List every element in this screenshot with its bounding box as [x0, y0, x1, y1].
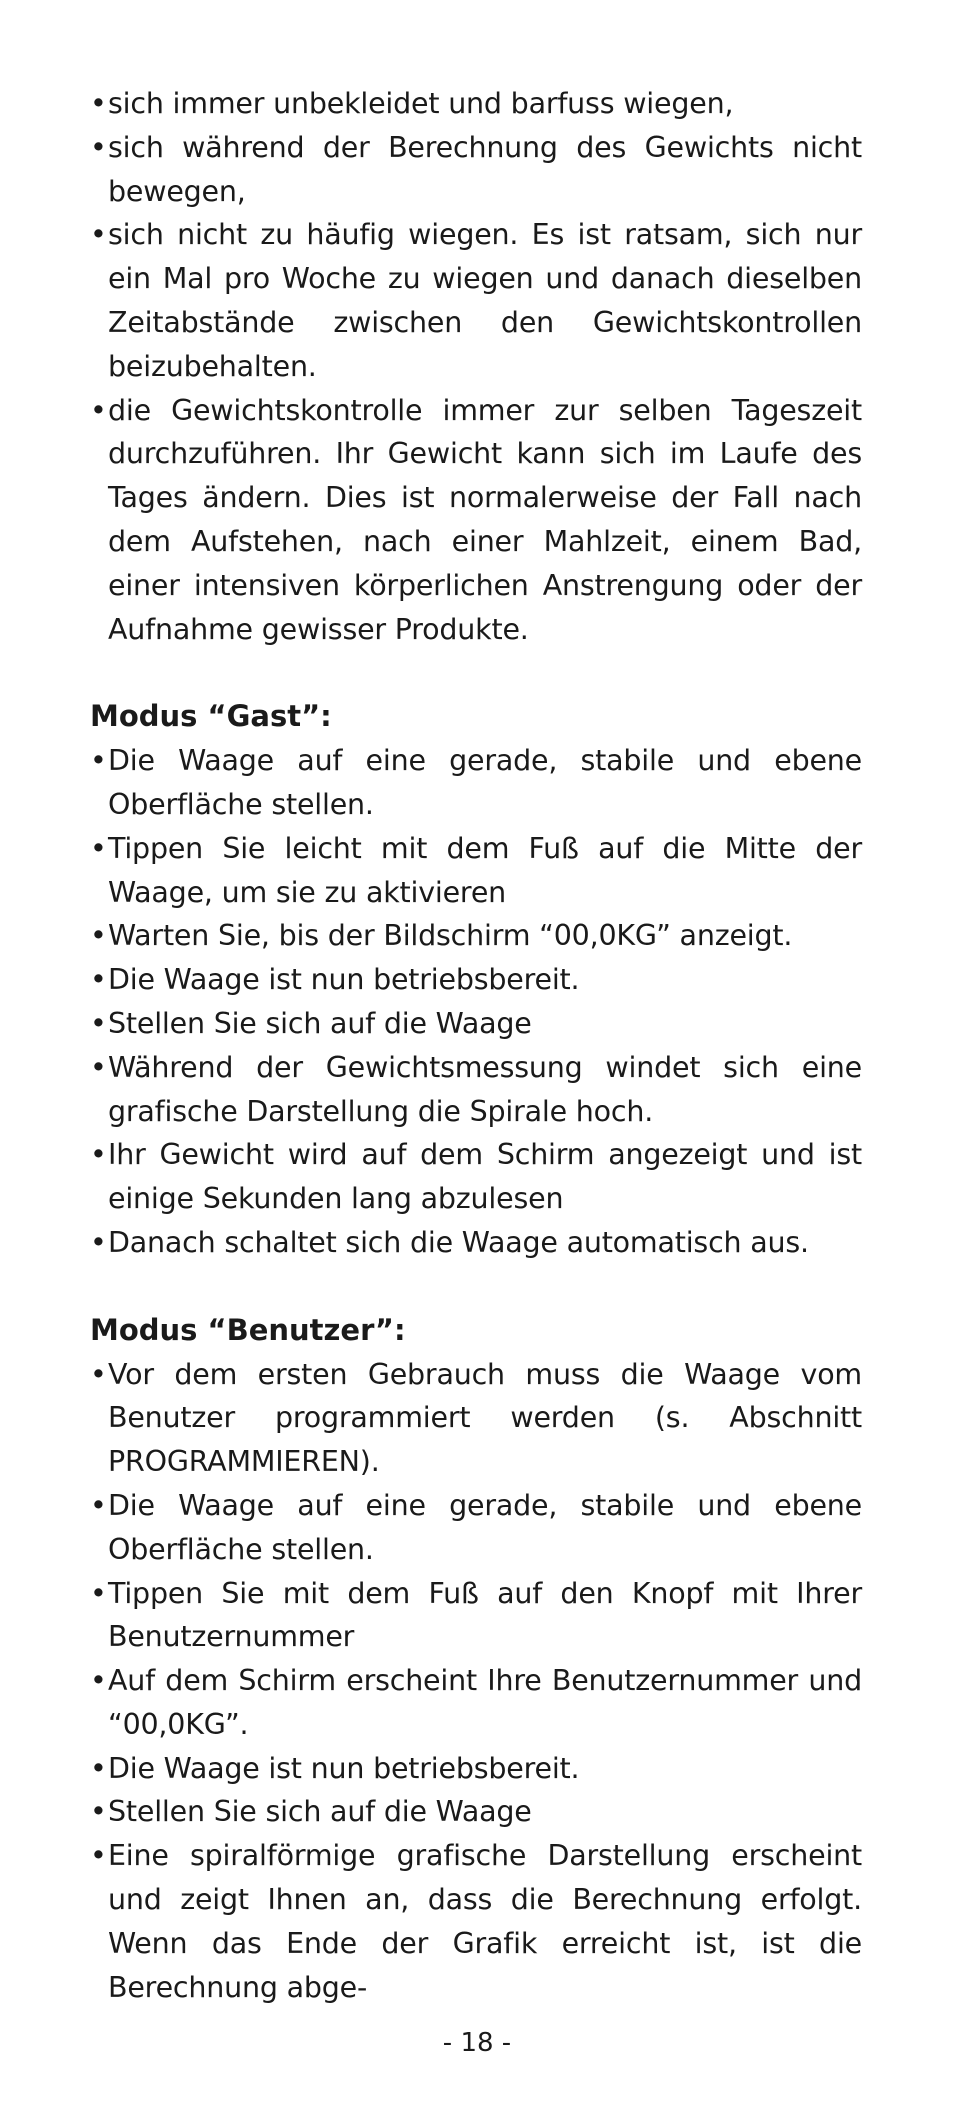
list-item: • Stellen Sie sich auf die Waage	[90, 1002, 862, 1046]
guest-mode-list	[90, 739, 862, 1265]
list-item: • Warten Sie, bis der Bildschirm “00,0KG” anzeigt.	[90, 914, 862, 958]
list-item: • Die Waage ist nun betriebsbereit.	[90, 1747, 862, 1791]
list-item: • Danach schaltet sich die Waage automatisch aus.	[90, 1221, 862, 1265]
list-item: • Auf dem Schirm erscheint Ihre Benutzernummer und “00,0KG”.	[90, 1659, 862, 1747]
list-item: • Die Waage auf eine gerade, stabile und ebene Oberfläche stellen.	[90, 1484, 862, 1572]
list-item: • Die Waage ist nun betriebsbereit.	[90, 958, 862, 1002]
guest-mode-heading: Modus “Gast”:	[90, 699, 332, 734]
list-item: • sich nicht zu häufig wiegen. Es ist ratsam, sich nur ein Mal pro Woche zu wiegen und danach dieselben Zeitabstände zwischen den Gewichtskontrollen beizubehalten.	[90, 213, 862, 388]
list-item: • Stellen Sie sich auf die Waage	[90, 1790, 862, 1834]
list-item: • Vor dem ersten Gebrauch muss die Waage vom Benutzer programmiert werden (s. Abschnitt PROGRAMMIEREN).	[90, 1353, 862, 1484]
list-item: • Während der Gewichtsmessung windet sich eine grafische Darstellung die Spirale hoch.	[90, 1046, 862, 1134]
list-item: • Eine spiralförmige grafische Darstellung erscheint und zeigt Ihnen an, dass die Berechnung erfolgt. Wenn das Ende der Grafik erreicht ist, ist die Berechnung abge-	[90, 1834, 862, 2009]
list-item: • sich während der Berechnung des Gewichts nicht bewegen,	[90, 126, 862, 214]
list-item: • Tippen Sie mit dem Fuß auf den Knopf mit Ihrer Benutzernummer	[90, 1572, 862, 1660]
list-item: • Tippen Sie leicht mit dem Fuß auf die Mitte der Waage, um sie zu aktivieren	[90, 827, 862, 915]
user-mode-heading: Modus “Benutzer”:	[90, 1312, 406, 1347]
list-item: • Die Waage auf eine gerade, stabile und ebene Oberfläche stellen.	[90, 739, 862, 827]
document-body	[90, 82, 862, 2009]
list-item: • Ihr Gewicht wird auf dem Schirm angezeigt und ist einige Sekunden lang abzulesen	[90, 1133, 862, 1221]
user-mode-list	[90, 1353, 862, 2010]
page-number: - 18 -	[442, 2028, 512, 2058]
list-item: • die Gewichtskontrolle immer zur selben Tageszeit durchzuführen. Ihr Gewicht kann sich im Laufe des Tages ändern. Dies ist normalerweise der Fall nach dem Aufstehen, nach einer Mahlzeit, einem Bad, einer intensiven körperlichen Anstrengung oder der Aufnahme gewisser Produkte.	[90, 389, 862, 652]
intro-list	[90, 82, 862, 651]
list-item: • sich immer unbekleidet und barfuss wiegen,	[90, 82, 862, 126]
